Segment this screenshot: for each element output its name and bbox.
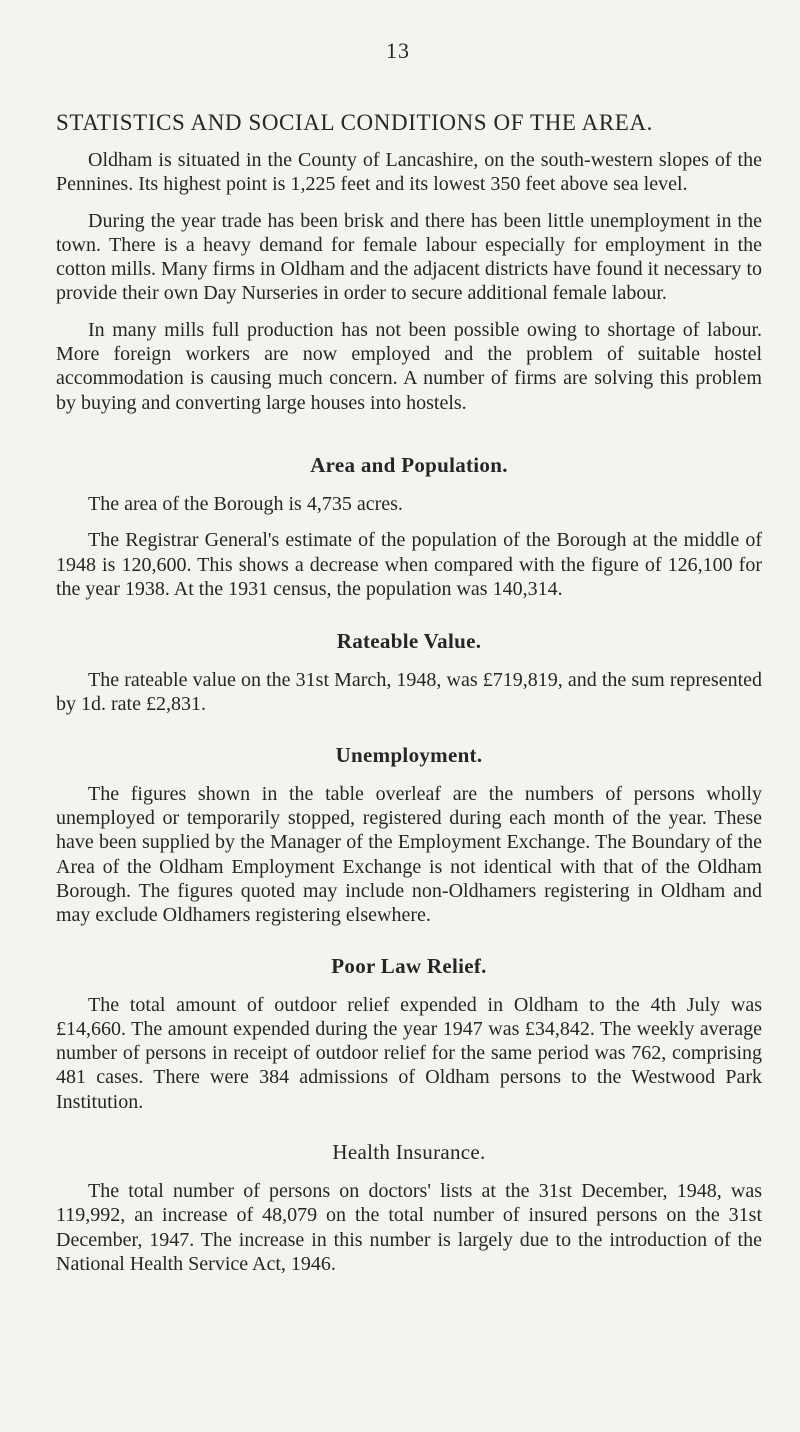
area-population-section [56, 453, 762, 601]
section-heading: Health Insurance. [332, 1140, 486, 1165]
section-paragraph: The total number of persons on doctors' lists at the 31st December, 1948, was 119,992, an increase of 48,079 on the total number of insured persons on the 31st December, 1947. The increase in this number is largely due to the introduction of the National Health Service Act, 1946. [56, 1180, 762, 1275]
section-heading: Rateable Value. [336, 629, 482, 654]
section-paragraph: The rateable value on the 31st March, 1948, was £719,819, and the sum represented by 1d. rate £2,831. [56, 669, 762, 716]
section-paragraph: The area of the Borough is 4,735 acres. [88, 492, 403, 515]
health-insurance-section [56, 1140, 762, 1276]
unemployment-section [56, 743, 762, 928]
section-heading: Unemployment. [335, 742, 483, 767]
intro-paragraph: During the year trade has been brisk and there has been little unemployment in the town. There is a heavy demand for female labour especially for employment in the cotton mills. Many firms in Oldham and the adjacent districts have found it necessary to provide their own Day Nurseries in order to secure additional female labour. [56, 209, 762, 305]
section-paragraph: The total amount of outdoor relief expended in Oldham to the 4th July was £14,660. The amount expended during the year 1947 was £34,842. The weekly average number of persons in receipt of outdoor relief for the same period was 762, comprising 481 cases. There were 384 admissions of Oldham persons to the Westwood Park Institution. [56, 993, 762, 1113]
page-number: 13 [386, 38, 410, 63]
intro-section [56, 148, 762, 415]
section-heading: Poor Law Relief. [331, 953, 487, 978]
document-body [56, 148, 762, 1288]
section-heading: Area and Population. [310, 452, 508, 477]
document-title: STATISTICS AND SOCIAL CONDITIONS OF THE AREA. [56, 110, 654, 135]
intro-paragraph: In many mills full production has not been possible owing to shortage of labour. More foreign workers are now employed and the problem of suitable hostel accommodation is causing much concern. A number of firms are solving this problem by buying and converting large houses into hostels. [56, 318, 762, 414]
poor-law-relief-section [56, 954, 762, 1114]
section-paragraph: The figures shown in the table overleaf are the numbers of persons wholly unemployed or temporarily stopped, registered during each month of the year. These have been supplied by the Manager of the Employment Exchange. The Boundary of the Area of the Oldham Employment Exchange is not identical with that of the Oldham Borough. The figures quoted may include non-Oldhamers registering in Oldham and may exclude Oldhamers registering elsewhere. [56, 782, 762, 927]
intro-paragraph: Oldham is situated in the County of Lancashire, on the south-western slopes of the Pennines. Its highest point is 1,225 feet and its lowest 350 feet above sea level. [56, 149, 762, 196]
rateable-value-section [56, 629, 762, 717]
section-paragraph: The Registrar General's estimate of the population of the Borough at the middle of 1948 is 120,600. This shows a decrease when compared with the figure of 126,100 for the year 1938. At the 1931 census, the population was 140,314. [56, 529, 762, 600]
